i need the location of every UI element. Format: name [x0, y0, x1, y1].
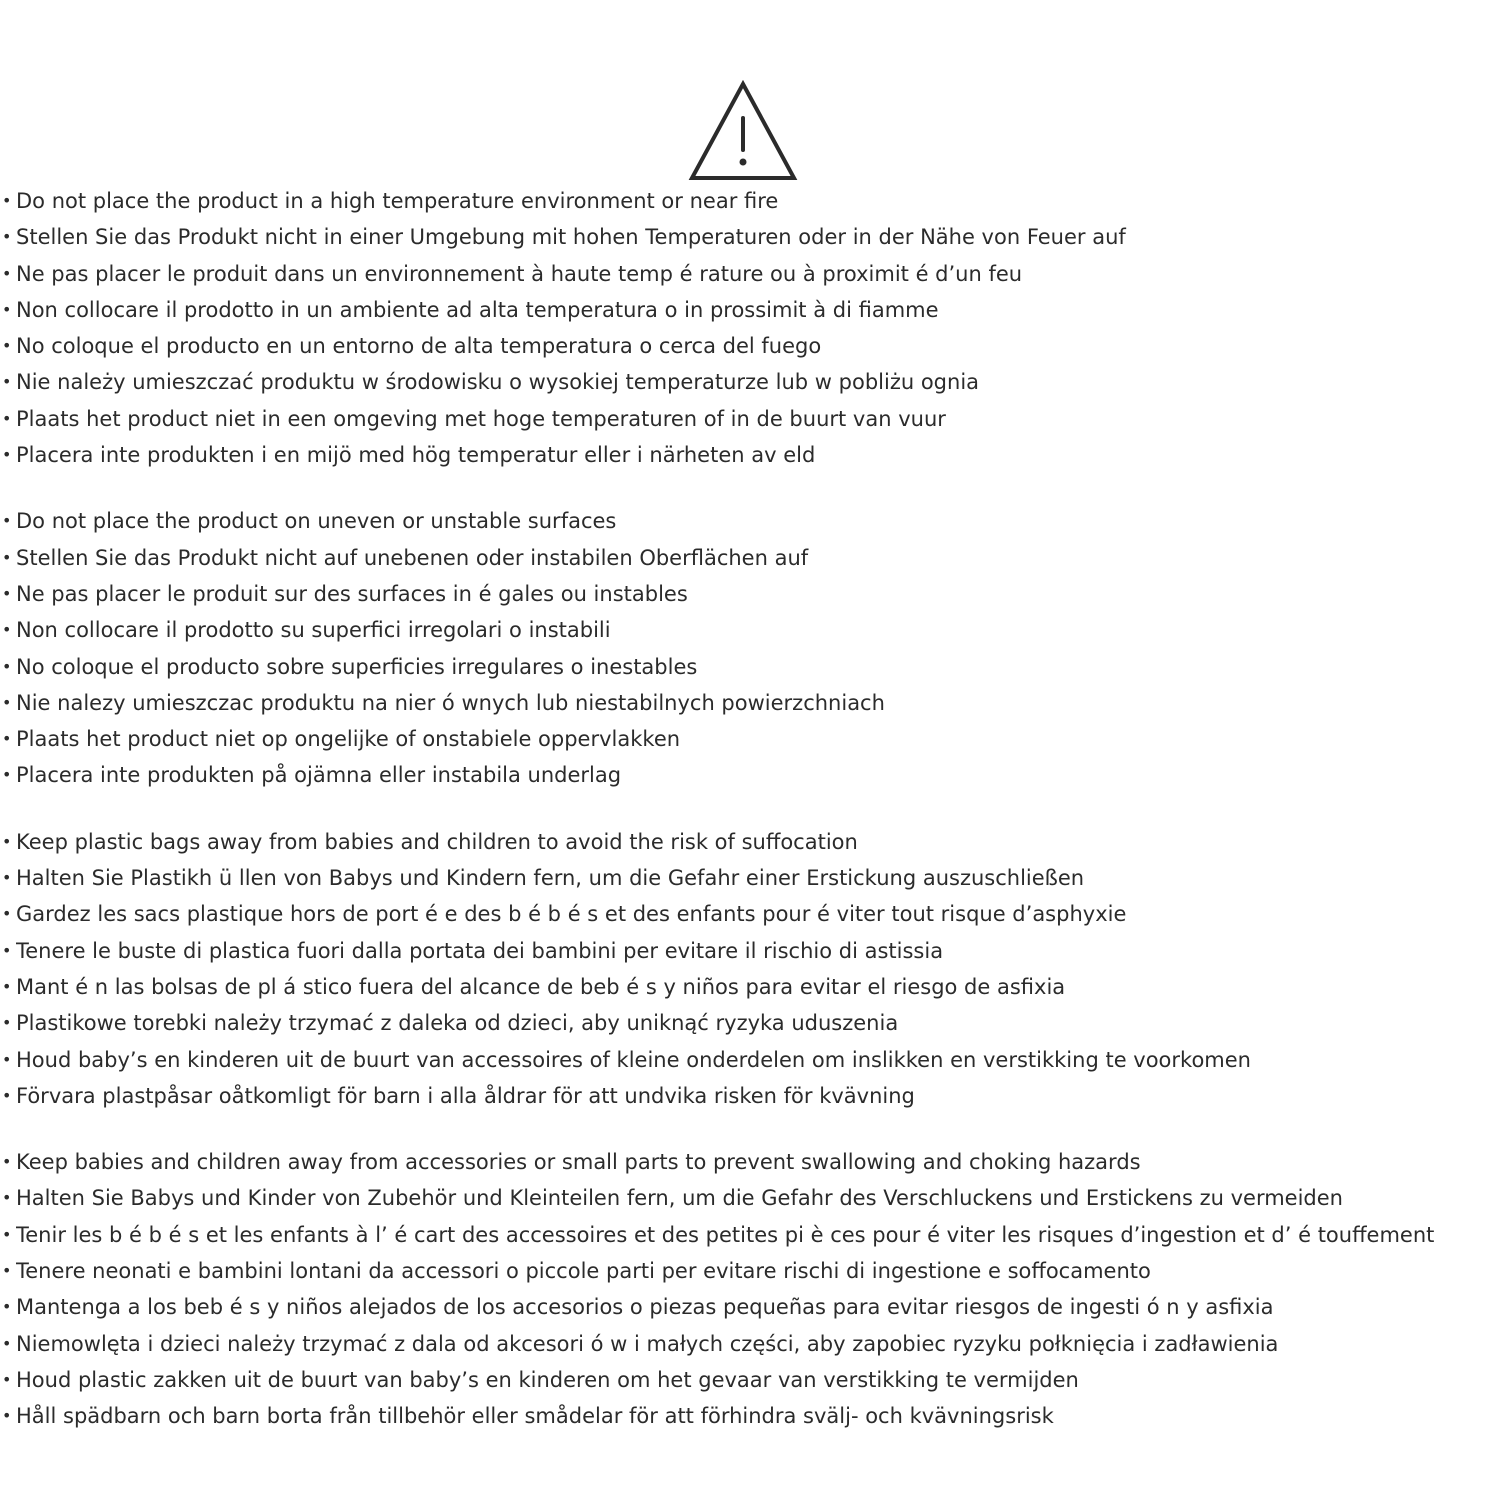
warning-text: Håll spädbarn och barn borta från tillbehör eller smådelar för att förhindra svälj- och kvävningsrisk	[16, 1404, 1054, 1429]
warning-section	[0, 503, 1497, 793]
bullet-icon: •	[2, 408, 12, 428]
warning-line	[0, 721, 1497, 757]
bullet-icon: •	[2, 1188, 12, 1208]
warning-line	[0, 219, 1497, 255]
warning-line	[0, 969, 1497, 1005]
warning-line	[0, 328, 1497, 364]
warning-text: Ne pas placer le produit sur des surfaces in é gales ou instables	[16, 581, 688, 606]
bullet-icon: •	[2, 1297, 12, 1317]
warning-line	[0, 437, 1497, 473]
warning-text: Gardez les sacs plastique hors de port é e des b é b é s et des enfants pour é viter tout risque d’asphyxie	[16, 902, 1127, 927]
warning-text: Ne pas placer le produit dans un environnement à haute temp é rature ou à proximit é d’un feu	[16, 261, 1023, 286]
bullet-icon: •	[2, 511, 12, 531]
warning-text: Houd baby’s en kinderen uit de buurt van accessoires of kleine onderdelen om inslikken en verstikking te voorkomen	[16, 1047, 1251, 1072]
warning-text: Placera inte produkten på ojämna eller instabila underlag	[16, 763, 622, 788]
warning-line	[0, 1144, 1497, 1180]
warning-text: Tenere neonati e bambini lontani da accessori o piccole parti per evitare rischi di ingestione e soffocamento	[16, 1259, 1151, 1284]
warning-line	[0, 933, 1497, 969]
warning-line	[0, 256, 1497, 292]
warning-line	[0, 1398, 1497, 1434]
warning-text: No coloque el producto sobre superficies irregulares o inestables	[16, 654, 698, 679]
warning-text: Non collocare il prodotto in un ambiente ad alta temperatura o in prossimit à di fiamme	[16, 297, 939, 322]
bullet-icon: •	[2, 336, 12, 356]
warning-text: Do not place the product on uneven or unstable surfaces	[16, 509, 617, 534]
warning-line	[0, 364, 1497, 400]
warning-line	[0, 824, 1497, 860]
warning-text: Tenere le buste di plastica fuori dalla portata dei bambini per evitare il rischio di astissia	[16, 938, 944, 963]
warning-line	[0, 401, 1497, 437]
warning-line	[0, 612, 1497, 648]
warning-text: Plaats het product niet in een omgeving met hoge temperaturen of in de buurt van vuur	[16, 406, 946, 431]
bullet-icon: •	[2, 940, 12, 960]
warning-line	[0, 292, 1497, 328]
bullet-icon: •	[2, 1406, 12, 1426]
bullet-icon: •	[2, 1085, 12, 1105]
warning-section	[0, 183, 1497, 473]
warning-line	[0, 576, 1497, 612]
warning-section	[0, 824, 1497, 1114]
bullet-icon: •	[2, 729, 12, 749]
bullet-icon: •	[2, 299, 12, 319]
warning-text: Keep babies and children away from accessories or small parts to prevent swallowing and choking hazards	[16, 1150, 1141, 1175]
warning-text: Plastikowe torebki należy trzymać z daleka od dzieci, aby uniknąć ryzyka uduszenia	[16, 1011, 899, 1036]
warning-line	[0, 757, 1497, 793]
bullet-icon: •	[2, 765, 12, 785]
bullet-icon: •	[2, 1261, 12, 1281]
warning-text: Förvara plastpåsar oåtkomligt för barn i alla åldrar för att undvika risken för kvävning	[16, 1083, 915, 1108]
warning-text: Halten Sie Plastikh ü llen von Babys und Kindern fern, um die Gefahr einer Erstickung auszuschließen	[16, 866, 1085, 891]
bullet-icon: •	[2, 904, 12, 924]
warning-line	[0, 1362, 1497, 1398]
warning-line	[0, 1326, 1497, 1362]
warning-text: Houd plastic zakken uit de buurt van baby’s en kinderen om het gevaar van verstikking te vermijden	[16, 1367, 1079, 1392]
warning-line	[0, 1078, 1497, 1114]
warning-text: Niemowlęta i dzieci należy trzymać z dala od akcesori ó w i małych części, aby zapobiec ryzyku połknięcia i zadławienia	[16, 1331, 1279, 1356]
warning-line	[0, 1042, 1497, 1078]
bullet-icon: •	[2, 976, 12, 996]
bullet-icon: •	[2, 868, 12, 888]
warning-text: Mantenga a los beb é s y niños alejados de los accesorios o piezas pequeñas para evitar riesgos de ingesti ó n y asfixia	[16, 1295, 1274, 1320]
warning-triangle-icon	[688, 80, 798, 182]
warning-text: Keep plastic bags away from babies and children to avoid the risk of suffocation	[16, 829, 858, 854]
warning-text: No coloque el producto en un entorno de alta temperatura o cerca del fuego	[16, 334, 822, 359]
warning-line	[0, 540, 1497, 576]
warning-text: Mant é n las bolsas de pl á stico fuera del alcance de beb é s y niños para evitar el riesgo de asfixia	[16, 974, 1066, 999]
bullet-icon: •	[2, 831, 12, 851]
warning-line	[0, 1253, 1497, 1289]
warning-section	[0, 1144, 1497, 1434]
bullet-icon: •	[2, 620, 12, 640]
warning-text: Plaats het product niet op ongelijke of onstabiele oppervlakken	[16, 727, 681, 752]
warning-text: Tenir les b é b é s et les enfants à l’ é cart des accessoires et des petites pi è ces pour é viter les risques d’ingestion et d’ é touffement	[16, 1222, 1435, 1247]
warning-line	[0, 183, 1497, 219]
bullet-icon: •	[2, 583, 12, 603]
warning-line	[0, 685, 1497, 721]
warning-line	[0, 896, 1497, 932]
bullet-icon: •	[2, 1333, 12, 1353]
warning-sections	[0, 183, 1497, 1465]
warning-text: Do not place the product in a high temperature environment or near fire	[16, 189, 779, 213]
warning-line	[0, 1289, 1497, 1325]
bullet-icon: •	[2, 191, 12, 210]
warning-text: Halten Sie Babys und Kinder von Zubehör und Kleinteilen fern, um die Gefahr des Verschluckens und Erstickens zu vermeiden	[16, 1186, 1343, 1211]
warning-line	[0, 1005, 1497, 1041]
warning-line	[0, 1180, 1497, 1216]
warning-text: Placera inte produkten i en mijö med hög temperatur eller i närheten av eld	[16, 443, 816, 468]
bullet-icon: •	[2, 227, 12, 247]
bullet-icon: •	[2, 1369, 12, 1389]
bullet-icon: •	[2, 692, 12, 712]
warning-text: Nie nalezy umieszczac produktu na nier ó wnych lub niestabilnych powierzchniach	[16, 690, 885, 715]
warning-text: Stellen Sie das Produkt nicht auf unebenen oder instabilen Oberflächen auf	[16, 545, 809, 570]
bullet-icon: •	[2, 445, 12, 465]
bullet-icon: •	[2, 1152, 12, 1172]
warning-line	[0, 649, 1497, 685]
bullet-icon: •	[2, 372, 12, 392]
bullet-icon: •	[2, 547, 12, 567]
bullet-icon: •	[2, 656, 12, 676]
bullet-icon: •	[2, 263, 12, 283]
warning-line	[0, 1217, 1497, 1253]
bullet-icon: •	[2, 1013, 12, 1033]
warning-text: Stellen Sie das Produkt nicht in einer Umgebung mit hohen Temperaturen oder in der Nähe von Feuer auf	[16, 225, 1126, 250]
warning-line	[0, 860, 1497, 896]
warning-line	[0, 503, 1497, 539]
bullet-icon: •	[2, 1049, 12, 1069]
warning-text: Nie należy umieszczać produktu w środowisku o wysokiej temperaturze lub w pobliżu ognia	[16, 370, 980, 395]
warning-text: Non collocare il prodotto su superfici irregolari o instabili	[16, 618, 611, 643]
bullet-icon: •	[2, 1224, 12, 1244]
